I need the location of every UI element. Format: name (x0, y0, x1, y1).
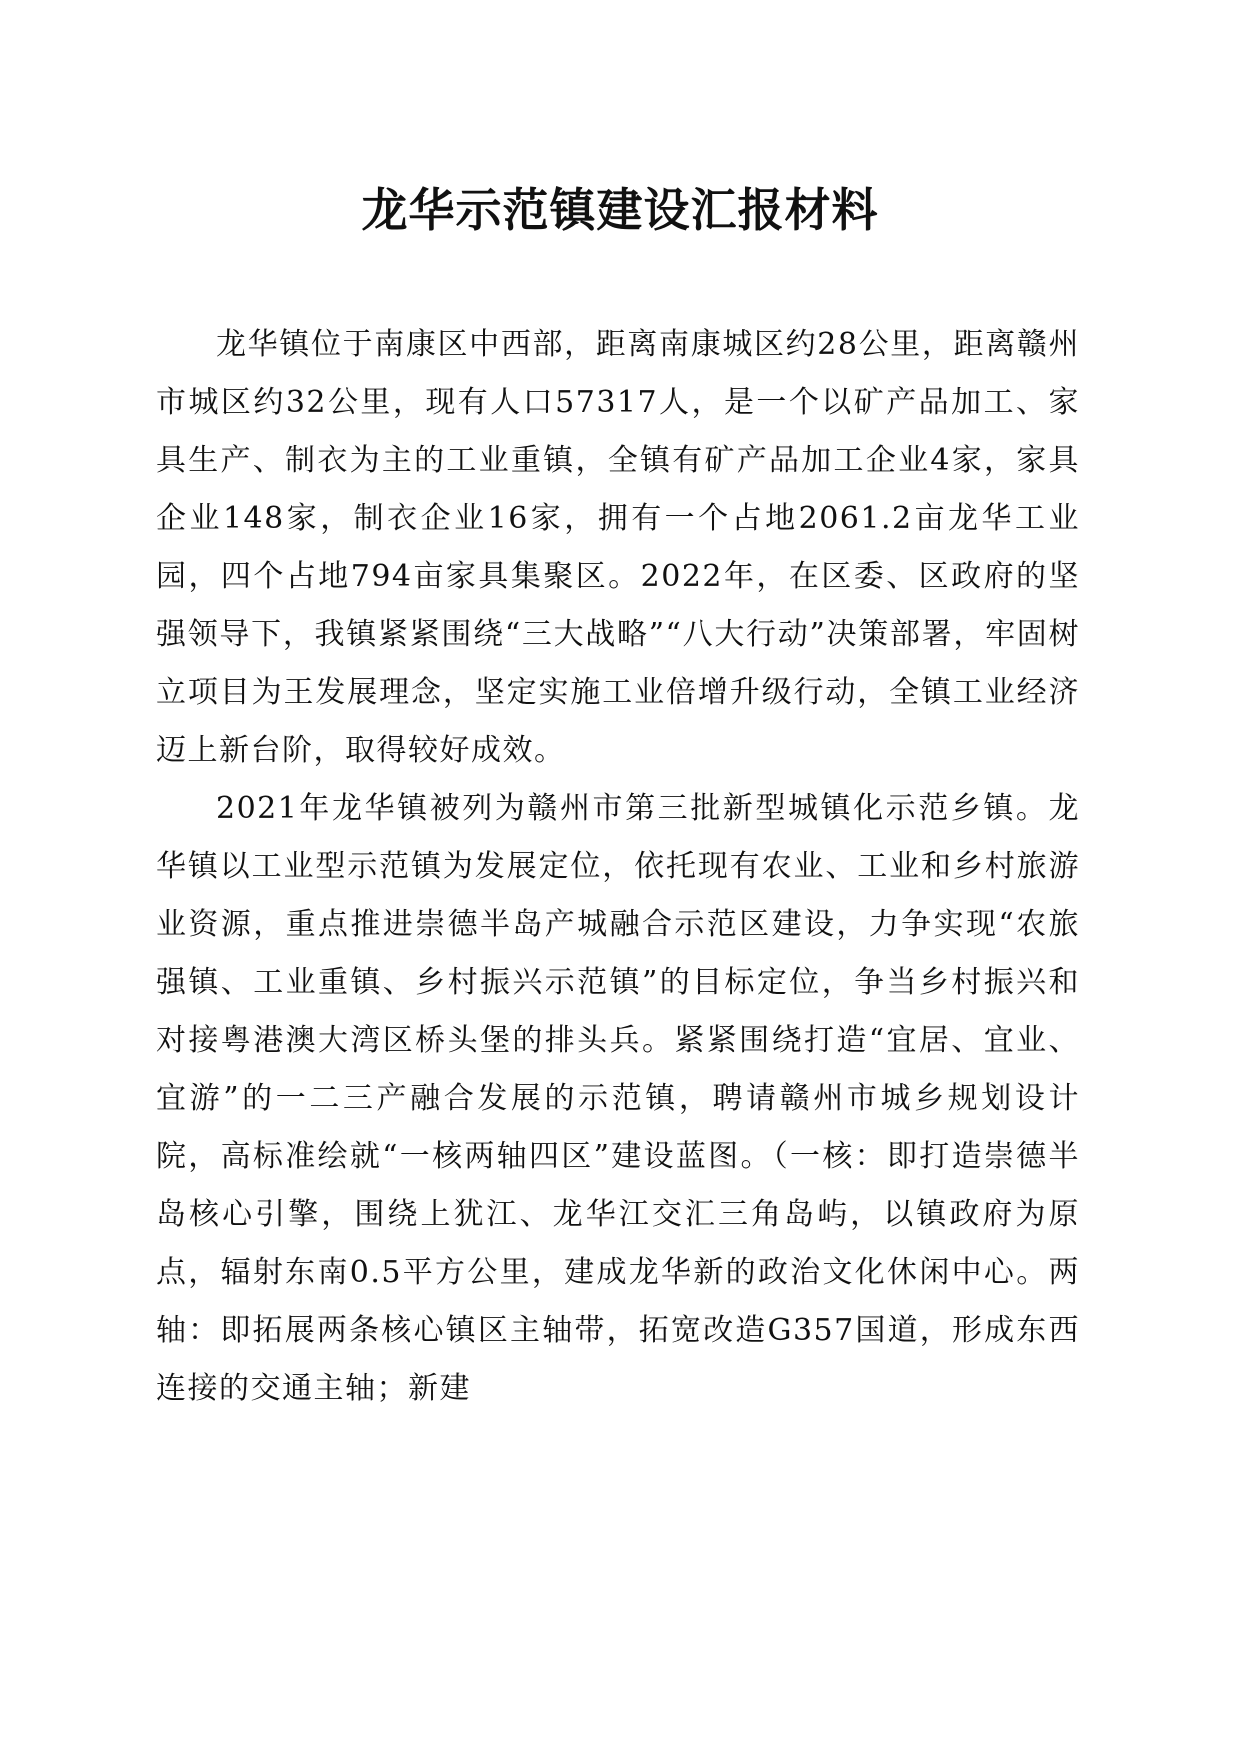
paragraph-demonstration-town: 2021年龙华镇被列为赣州市第三批新型城镇化示范乡镇。龙华镇以工业型示范镇为发展定位，依托现有农业、工业和乡村旅游业资源，重点推进崇德半岛产城融合示范区建设，力争实现“农旅强镇、工业重镇、乡村振兴示范镇”的目标定位，争当乡村振兴和对接粤港澳大湾区桥头堡的排头兵。紧紧围绕打造“宜居、宜业、宜游”的一二三产融合发展的示范镇，聘请赣州市城乡规划设计院，高标准绘就“一核两轴四区”建设蓝图。（一核：即打造崇德半岛核心引擎，围绕上犹江、龙华江交汇三角岛屿，以镇政府为原点，辐射东南0.5平方公里，建成龙华新的政治文化休闲中心。两轴：即拓展两条核心镇区主轴带，拓宽改造G357国道，形成东西连接的交通主轴；新建 (156, 791, 1080, 1406)
document-body (156, 316, 1080, 1418)
document-title: 龙华示范镇建设汇报材料 (361, 183, 879, 237)
paragraph-overview: 龙华镇位于南康区中西部，距离南康城区约28公里，距离赣州市城区约32公里，现有人口57317人，是一个以矿产品加工、家具生产、制衣为主的工业重镇，全镇有矿产品加工企业4家，家具企业148家，制衣企业16家，拥有一个占地2061.2亩龙华工业园，四个占地794亩家具集聚区。2022年，在区委、区政府的坚强领导下，我镇紧紧围绕“三大战略”“八大行动”决策部署，牢固树立项目为王发展理念，坚定实施工业倍增升级行动，全镇工业经济迈上新台阶，取得较好成效。 (156, 327, 1080, 768)
